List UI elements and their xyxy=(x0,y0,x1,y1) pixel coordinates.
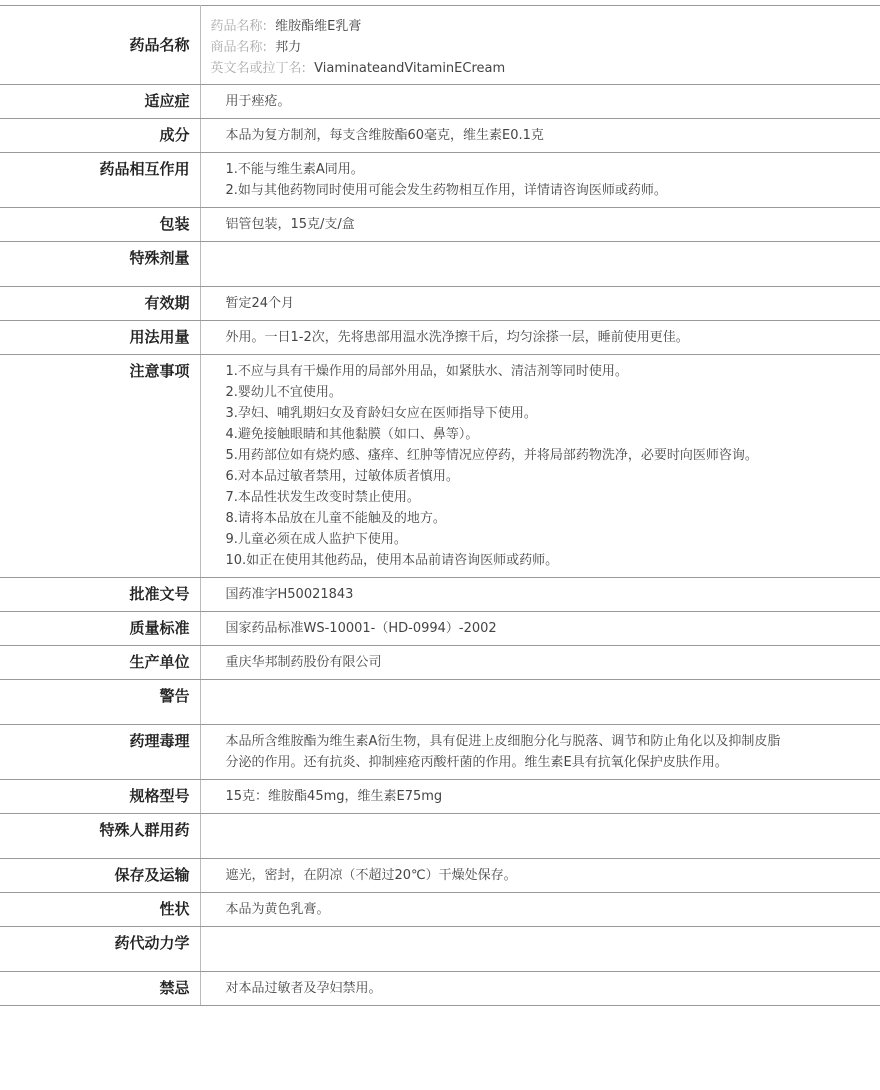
row-label: 药品名称 xyxy=(0,6,200,85)
text-line: 2.如与其他药物同时使用可能会发生药物相互作用，详情请咨询医师或药师。 xyxy=(225,183,667,198)
english-name-line xyxy=(211,58,880,79)
text-line: 8.请将本品放在儿童不能触及的地方。 xyxy=(225,511,446,526)
row-label: 特殊人群用药 xyxy=(0,814,200,859)
row-value xyxy=(200,287,880,321)
row-value xyxy=(200,893,880,927)
row-value xyxy=(200,927,880,972)
row-value xyxy=(200,153,880,208)
row-approval xyxy=(0,578,880,612)
row-value xyxy=(200,242,880,287)
row-value xyxy=(200,355,880,578)
row-ingredients xyxy=(0,119,880,153)
text-line: 外用。一日1-2次，先将患部用温水洗净擦干后，均匀涂搽一层，睡前使用更佳。 xyxy=(225,330,689,345)
row-label: 禁忌 xyxy=(0,972,200,1006)
row-value xyxy=(200,119,880,153)
row-interactions xyxy=(0,153,880,208)
row-special-dosage xyxy=(0,242,880,287)
text-line: 用于痤疮。 xyxy=(225,94,291,109)
row-label: 规格型号 xyxy=(0,780,200,814)
row-label: 有效期 xyxy=(0,287,200,321)
text-line: 国药准字H50021843 xyxy=(225,587,354,602)
row-label: 适应症 xyxy=(0,85,200,119)
row-storage xyxy=(0,859,880,893)
row-value xyxy=(200,646,880,680)
text-line: 暂定24个月 xyxy=(225,296,295,311)
row-package xyxy=(0,208,880,242)
row-validity xyxy=(0,287,880,321)
row-indication xyxy=(0,85,880,119)
row-value xyxy=(200,208,880,242)
row-value xyxy=(200,6,880,85)
row-special-population xyxy=(0,814,880,859)
text-line: 铝管包装，15克/支/盒 xyxy=(225,217,355,232)
generic-name-key: 药品名称: xyxy=(210,19,267,34)
text-line: 3.孕妇、哺乳期妇女及育龄妇女应在医师指导下使用。 xyxy=(225,406,537,421)
row-label: 注意事项 xyxy=(0,355,200,578)
row-pharmacokinetics xyxy=(0,927,880,972)
row-manufacturer xyxy=(0,646,880,680)
row-drug-name xyxy=(0,6,880,85)
row-value xyxy=(200,859,880,893)
row-label: 用法用量 xyxy=(0,321,200,355)
text-line: 本品为复方制剂，每支含维胺酯60毫克，维生素E0.1克 xyxy=(225,128,544,143)
row-label: 性状 xyxy=(0,893,200,927)
row-usage xyxy=(0,321,880,355)
text-line: 4.避免接触眼睛和其他黏膜（如口、鼻等）。 xyxy=(225,427,479,442)
text-line: 本品所含维胺酯为维生素A衍生物，具有促进上皮细胞分化与脱落、调节和防止角化以及抑制皮脂分泌的作用。还有抗炎、抑制痤疮丙酸杆菌的作用。维生素E具有抗氧化保护皮肤作用。 xyxy=(225,734,781,770)
drug-info-table xyxy=(0,5,880,1006)
text-line: 15克：维胺酯45mg，维生素E75mg xyxy=(225,789,443,804)
text-line: 7.本品性状发生改变时禁止使用。 xyxy=(225,490,420,505)
row-label: 生产单位 xyxy=(0,646,200,680)
trade-name-value: 邦力 xyxy=(275,40,302,55)
row-precautions xyxy=(0,355,880,578)
row-value xyxy=(200,814,880,859)
row-label: 特殊剂量 xyxy=(0,242,200,287)
row-standard xyxy=(0,612,880,646)
row-warning xyxy=(0,680,880,725)
english-name-value: ViaminateandVitaminECream xyxy=(314,61,506,76)
generic-name-value: 维胺酯维E乳膏 xyxy=(275,19,362,34)
row-value xyxy=(200,321,880,355)
text-line: 1.不能与维生素A同用。 xyxy=(225,162,364,177)
row-specification xyxy=(0,780,880,814)
row-pharmacology xyxy=(0,725,880,780)
row-label: 药品相互作用 xyxy=(0,153,200,208)
row-appearance xyxy=(0,893,880,927)
english-name-key: 英文名或拉丁名: xyxy=(210,61,306,76)
text-line: 9.儿童必须在成人监护下使用。 xyxy=(225,532,407,547)
trade-name-key: 商品名称: xyxy=(210,40,267,55)
row-label: 药代动力学 xyxy=(0,927,200,972)
text-line: 遮光，密封，在阴凉（不超过20℃）干燥处保存。 xyxy=(225,868,517,883)
row-label: 成分 xyxy=(0,119,200,153)
trade-name-line xyxy=(211,37,880,58)
row-value xyxy=(200,680,880,725)
row-label: 批准文号 xyxy=(0,578,200,612)
text-line: 对本品过敏者及孕妇禁用。 xyxy=(225,981,382,996)
row-value xyxy=(200,725,880,780)
row-label: 保存及运输 xyxy=(0,859,200,893)
text-line: 本品为黄色乳膏。 xyxy=(225,902,330,917)
row-label: 警告 xyxy=(0,680,200,725)
text-line: 国家药品标准WS-10001-（HD-0994）-2002 xyxy=(225,621,497,636)
row-contraindications xyxy=(0,972,880,1006)
row-value xyxy=(200,972,880,1006)
generic-name-line xyxy=(211,16,880,37)
row-value xyxy=(200,780,880,814)
text-line: 2.婴幼儿不宜使用。 xyxy=(225,385,342,400)
row-value xyxy=(200,578,880,612)
row-label: 药理毒理 xyxy=(0,725,200,780)
text-line: 重庆华邦制药股份有限公司 xyxy=(225,655,382,670)
row-label: 质量标准 xyxy=(0,612,200,646)
text-line: 5.用药部位如有烧灼感、瘙痒、红肿等情况应停药，并将局部药物洗净，必要时向医师咨询。 xyxy=(225,448,758,463)
row-value xyxy=(200,85,880,119)
text-line: 1.不应与具有干燥作用的局部外用品，如紧肤水、清洁剂等同时使用。 xyxy=(225,364,628,379)
text-line: 6.对本品过敏者禁用，过敏体质者慎用。 xyxy=(225,469,459,484)
text-line: 10.如正在使用其他药品，使用本品前请咨询医师或药师。 xyxy=(225,553,559,568)
row-value xyxy=(200,612,880,646)
row-label: 包装 xyxy=(0,208,200,242)
